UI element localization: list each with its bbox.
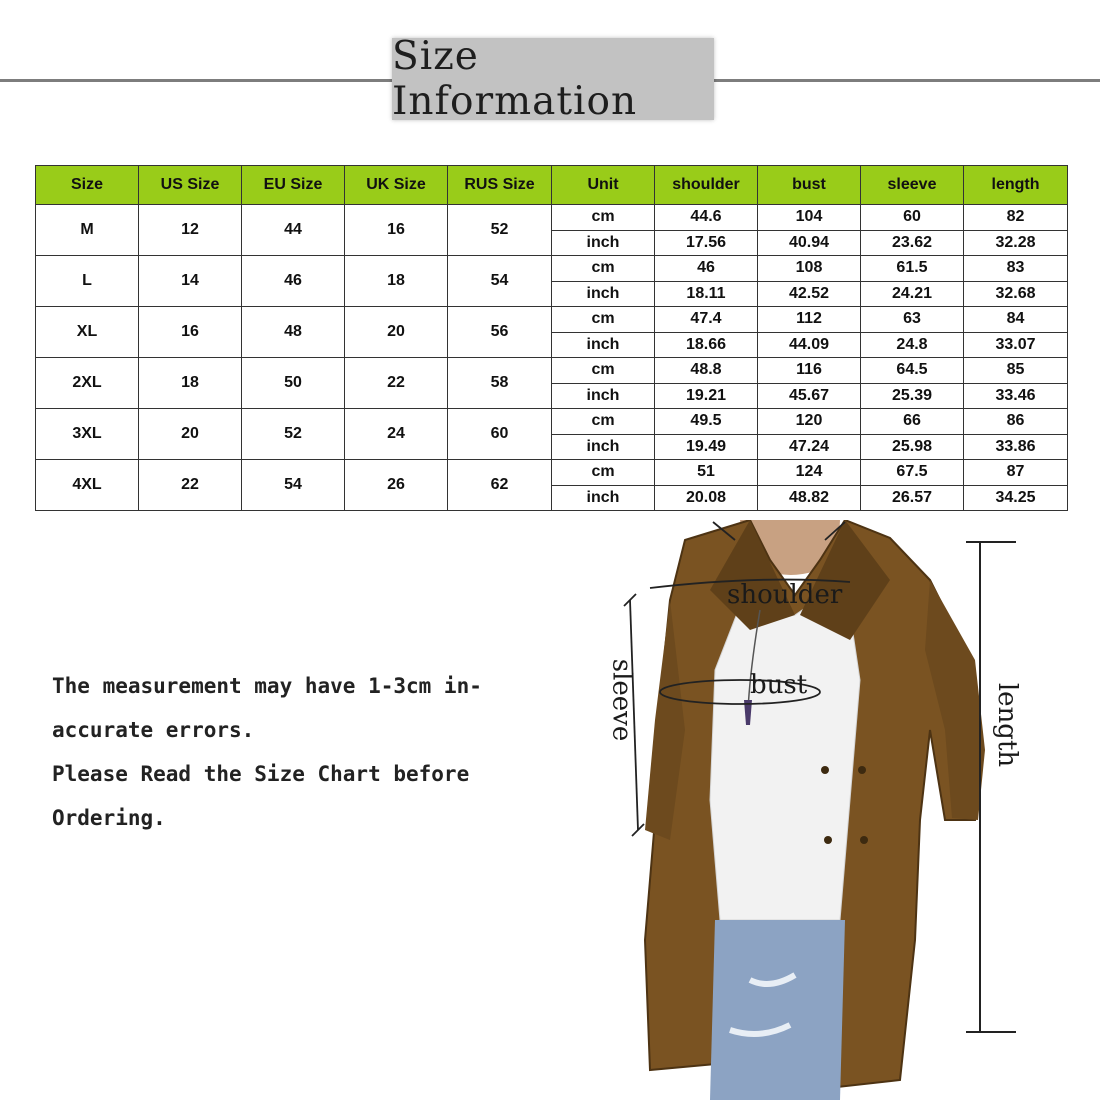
header-cell-rus-size: RUS Size: [448, 166, 552, 205]
size-cell: L: [36, 256, 139, 307]
jeans: [710, 920, 845, 1100]
unit-cell: cm: [552, 358, 655, 384]
shoulder-cell: 19.49: [655, 434, 758, 460]
length-cell: 33.46: [964, 383, 1068, 409]
length-cell: 32.28: [964, 230, 1068, 256]
us-size-cell: 14: [139, 256, 242, 307]
shoulder-cell: 48.8: [655, 358, 758, 384]
header-cell-uk-size: UK Size: [345, 166, 448, 205]
us-size-cell: 20: [139, 409, 242, 460]
length-cell: 83: [964, 256, 1068, 282]
coat-button: [821, 766, 829, 774]
shoulder-cell: 44.6: [655, 205, 758, 231]
shoulder-cell: 47.4: [655, 307, 758, 333]
size-cell: 4XL: [36, 460, 139, 511]
length-cell: 34.25: [964, 485, 1068, 511]
unit-cell: cm: [552, 256, 655, 282]
length-cell: 82: [964, 205, 1068, 231]
header-cell-length: length: [964, 166, 1068, 205]
note-line: Ordering.: [52, 806, 166, 830]
sleeve-cell: 66: [861, 409, 964, 435]
uk-size-cell: 22: [345, 358, 448, 409]
bust-cell: 42.52: [758, 281, 861, 307]
bust-cell: 40.94: [758, 230, 861, 256]
shoulder-cell: 49.5: [655, 409, 758, 435]
coat-button: [860, 836, 868, 844]
size-cell: M: [36, 205, 139, 256]
shoulder-label: shoulder: [727, 580, 843, 610]
unit-cell: inch: [552, 230, 655, 256]
unit-cell: inch: [552, 383, 655, 409]
size-cell: 2XL: [36, 358, 139, 409]
uk-size-cell: 20: [345, 307, 448, 358]
sleeve-cell: 24.21: [861, 281, 964, 307]
sleeve-cell: 25.39: [861, 383, 964, 409]
unit-cell: cm: [552, 460, 655, 486]
bust-label: bust: [750, 670, 808, 700]
note-line: Please Read the Size Chart before: [52, 762, 470, 786]
unit-cell: cm: [552, 307, 655, 333]
sleeve-cell: 61.5: [861, 256, 964, 282]
us-size-cell: 16: [139, 307, 242, 358]
unit-cell: inch: [552, 485, 655, 511]
eu-size-cell: 48: [242, 307, 345, 358]
uk-size-cell: 26: [345, 460, 448, 511]
sleeve-cell: 26.57: [861, 485, 964, 511]
size-cell: XL: [36, 307, 139, 358]
header-cell-shoulder: shoulder: [655, 166, 758, 205]
length-cell: 32.68: [964, 281, 1068, 307]
bust-cell: 116: [758, 358, 861, 384]
rus-size-cell: 58: [448, 358, 552, 409]
sleeve-cell: 60: [861, 205, 964, 231]
eu-size-cell: 46: [242, 256, 345, 307]
bust-cell: 108: [758, 256, 861, 282]
eu-size-cell: 52: [242, 409, 345, 460]
eu-size-cell: 44: [242, 205, 345, 256]
note-line: accurate errors.: [52, 718, 255, 742]
bust-cell: 124: [758, 460, 861, 486]
size-table: [35, 165, 1068, 511]
bust-cell: 47.24: [758, 434, 861, 460]
coat-measurement-figure: [600, 520, 1080, 1100]
sleeve-cell: 23.62: [861, 230, 964, 256]
shoulder-cell: 46: [655, 256, 758, 282]
us-size-cell: 18: [139, 358, 242, 409]
measurement-note: [52, 664, 522, 840]
header-cell-sleeve: sleeve: [861, 166, 964, 205]
header-cell-eu-size: EU Size: [242, 166, 345, 205]
bust-cell: 104: [758, 205, 861, 231]
us-size-cell: 12: [139, 205, 242, 256]
header-cell-us-size: US Size: [139, 166, 242, 205]
eu-size-cell: 50: [242, 358, 345, 409]
us-size-cell: 22: [139, 460, 242, 511]
sleeve-cell: 67.5: [861, 460, 964, 486]
length-label: length: [992, 682, 1023, 768]
unit-cell: inch: [552, 434, 655, 460]
length-cell: 86: [964, 409, 1068, 435]
coat-button: [858, 766, 866, 774]
shoulder-cell: 19.21: [655, 383, 758, 409]
unit-cell: cm: [552, 205, 655, 231]
size-cell: 3XL: [36, 409, 139, 460]
bust-cell: 45.67: [758, 383, 861, 409]
header-cell-unit: Unit: [552, 166, 655, 205]
page-title: Size Information: [392, 34, 638, 124]
title-banner: [392, 34, 714, 124]
shoulder-cell: 17.56: [655, 230, 758, 256]
sleeve-cell: 24.8: [861, 332, 964, 358]
unit-cell: inch: [552, 281, 655, 307]
length-cell: 87: [964, 460, 1068, 486]
note-line: The measurement may have 1-3cm in-: [52, 674, 482, 698]
table-row: [36, 205, 1068, 231]
sleeve-cell: 25.98: [861, 434, 964, 460]
uk-size-cell: 24: [345, 409, 448, 460]
bust-cell: 112: [758, 307, 861, 333]
header-cell-bust: bust: [758, 166, 861, 205]
unit-cell: cm: [552, 409, 655, 435]
table-row: [36, 358, 1068, 384]
shoulder-cell: 20.08: [655, 485, 758, 511]
uk-size-cell: 16: [345, 205, 448, 256]
rus-size-cell: 60: [448, 409, 552, 460]
eu-size-cell: 54: [242, 460, 345, 511]
shoulder-cell: 18.66: [655, 332, 758, 358]
rus-size-cell: 62: [448, 460, 552, 511]
coat-button: [824, 836, 832, 844]
rus-size-cell: 52: [448, 205, 552, 256]
header-divider-left: [0, 79, 392, 82]
length-cell: 33.07: [964, 332, 1068, 358]
shoulder-cell: 18.11: [655, 281, 758, 307]
header-divider-right: [714, 79, 1100, 82]
sleeve-cell: 63: [861, 307, 964, 333]
bust-cell: 48.82: [758, 485, 861, 511]
shoulder-cell: 51: [655, 460, 758, 486]
table-row: [36, 307, 1068, 333]
header-cell-size: Size: [36, 166, 139, 205]
length-cell: 85: [964, 358, 1068, 384]
unit-cell: inch: [552, 332, 655, 358]
length-cell: 33.86: [964, 434, 1068, 460]
uk-size-cell: 18: [345, 256, 448, 307]
sleeve-label: sleeve: [606, 658, 637, 742]
table-row: [36, 256, 1068, 282]
sleeve-cell: 64.5: [861, 358, 964, 384]
length-cell: 84: [964, 307, 1068, 333]
bust-cell: 120: [758, 409, 861, 435]
rus-size-cell: 54: [448, 256, 552, 307]
table-row: [36, 409, 1068, 435]
bust-cell: 44.09: [758, 332, 861, 358]
table-row: [36, 460, 1068, 486]
table-header-row: [36, 166, 1068, 205]
rus-size-cell: 56: [448, 307, 552, 358]
